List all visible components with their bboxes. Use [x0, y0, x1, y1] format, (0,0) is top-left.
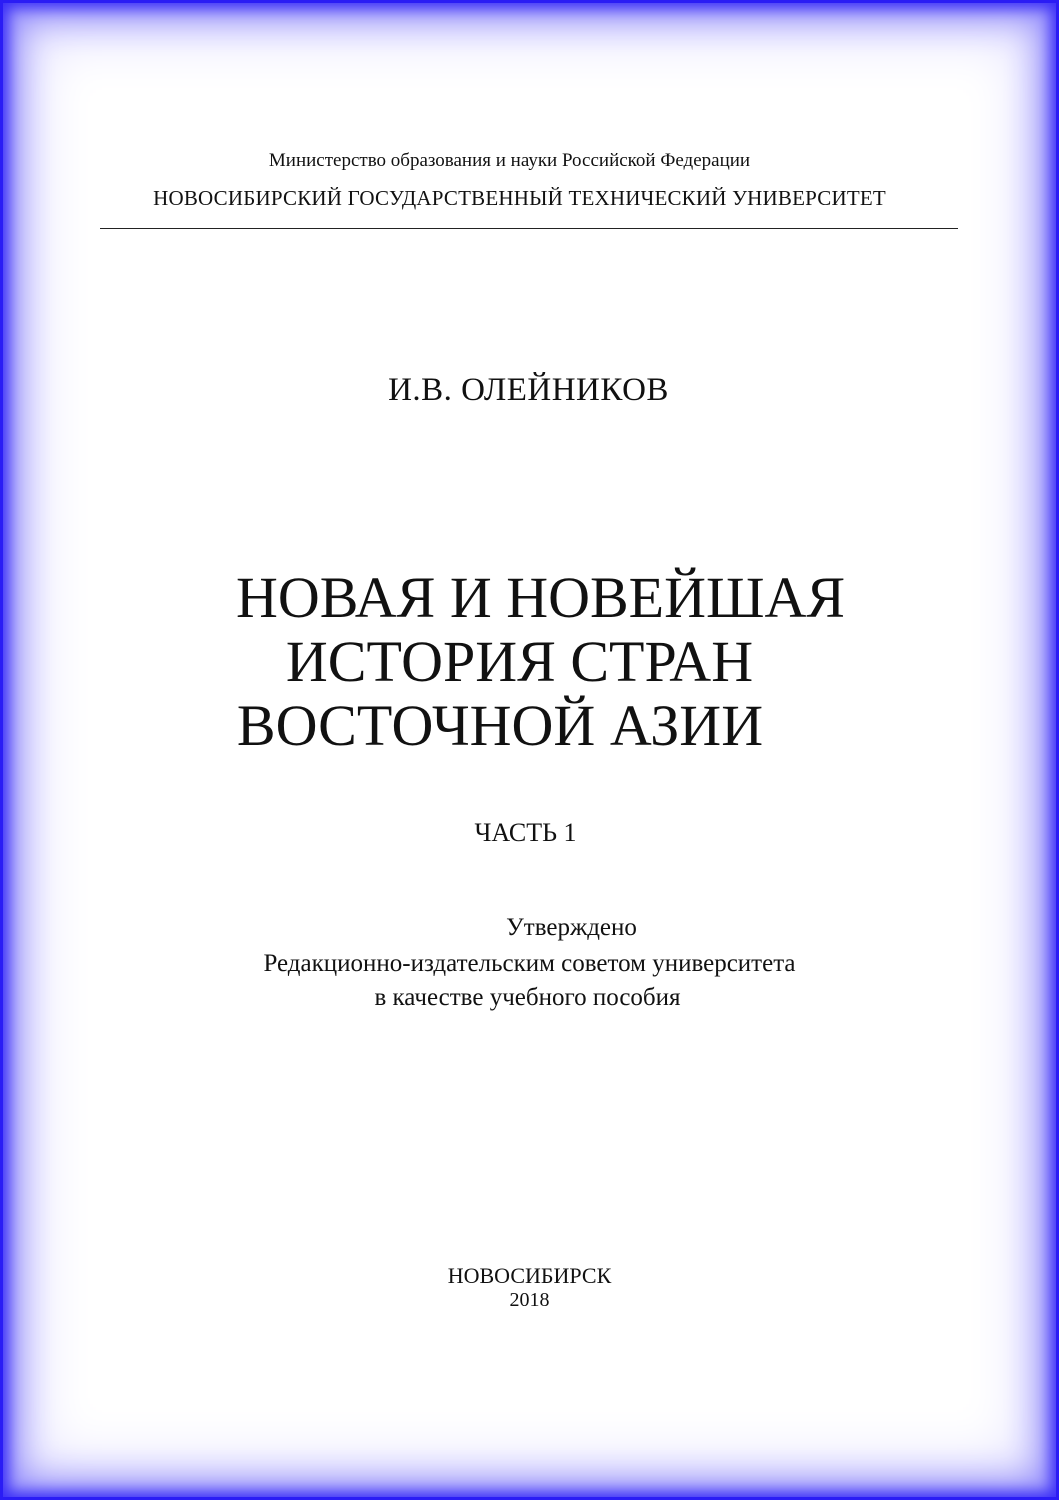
- publication-year: 2018: [509, 1289, 550, 1311]
- book-title: [0, 566, 1059, 758]
- title-line-2: ИСТОРИЯ СТРАН: [285, 629, 754, 694]
- approval-line-1: Утверждено: [506, 914, 637, 941]
- title-line-3: ВОСТОЧНОЙ АЗИИ: [236, 693, 764, 758]
- header-divider: [100, 228, 958, 229]
- author-name: И.В. ОЛЕЙНИКОВ: [388, 372, 669, 408]
- ministry-line: Министерство образования и науки Российской Федерации: [268, 150, 751, 171]
- publication-city: НОВОСИБИРСК: [447, 1263, 612, 1288]
- university-line: НОВОСИБИРСКИЙ ГОСУДАРСТВЕННЫЙ ТЕХНИЧЕСКИЙ УНИВЕРСИТЕТ: [153, 186, 886, 210]
- part-number: ЧАСТЬ 1: [474, 818, 577, 847]
- approval-line-3: в качестве учебного пособия: [374, 984, 681, 1011]
- approval-line-2: Редакционно-издательским советом университета: [263, 950, 796, 977]
- title-line-1: НОВАЯ И НОВЕЙШАЯ: [235, 565, 846, 630]
